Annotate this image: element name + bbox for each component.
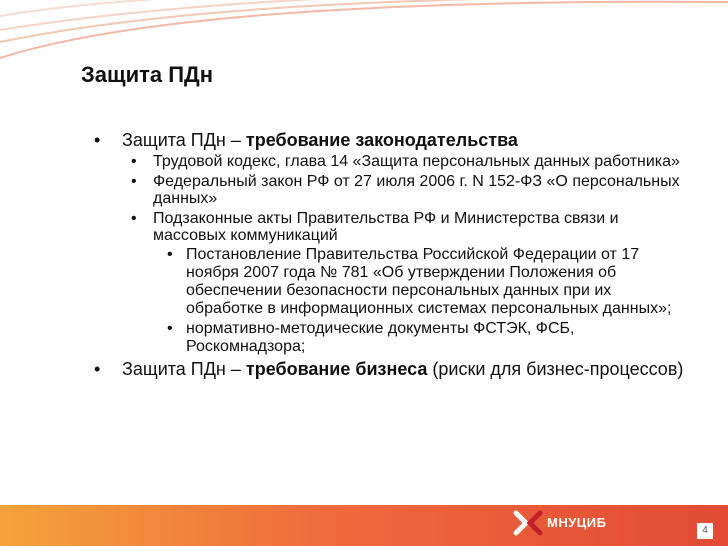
- bullet-marker: •: [94, 130, 101, 150]
- sub-sub-bullet-item: [90, 246, 690, 318]
- bullet-marker: •: [131, 153, 137, 170]
- sub-bullet-text: Федеральный закон РФ от 27 июля 2006 г. N 152-ФЗ «О персональных данных»: [153, 173, 680, 207]
- sub-sub-bullet-text: нормативно-методические документы ФСТЭК, ФСБ, Роскомнадзора;: [186, 320, 575, 355]
- sub-bullet-text: Трудовой кодекс, глава 14 «Защита персональных данных работника»: [153, 153, 680, 170]
- bullet-marker: •: [131, 210, 137, 227]
- sub-bullet-item: [90, 173, 690, 207]
- bullet-marker: •: [131, 173, 137, 190]
- decorative-curves: [0, 0, 728, 60]
- sub-bullet-item: [90, 210, 690, 244]
- bullet-marker: •: [167, 246, 173, 263]
- sub-bullet-item: [90, 153, 690, 170]
- bullet-text: Защита ПДн –: [122, 359, 246, 379]
- bullet-bold-text: требование законодательства: [245, 130, 518, 150]
- logo-x-icon: [512, 507, 544, 539]
- bullet-text: Защита ПДн –: [122, 130, 246, 150]
- footer-gradient: [0, 505, 728, 546]
- slide-body: [90, 131, 690, 379]
- bullet-item: [90, 360, 690, 379]
- sub-bullet-text: Подзаконные акты Правительства РФ и Министерства связи и массовых коммуникаций: [153, 210, 619, 244]
- footer-bar: [0, 505, 728, 546]
- bullet-text-suffix: (риски для бизнес-процессов): [427, 359, 684, 379]
- slide-title: Защита ПДн: [81, 62, 213, 87]
- logo-text: МНУЦИБ: [547, 515, 607, 530]
- page-number: 4: [697, 523, 713, 539]
- sub-sub-bullet-item: [90, 320, 690, 356]
- bullet-marker: •: [94, 359, 101, 379]
- bullet-marker: •: [167, 320, 173, 337]
- sub-sub-bullet-text: Постановление Правительства Российской Федерации от 17 ноября 2007 года № 781 «Об утверждении Положения об обеспечении безопасности персональных данных при их обработке в информационных системах персональных данных»;: [186, 246, 672, 317]
- bullet-item: [90, 131, 690, 150]
- bullet-bold-text: требование бизнеса: [245, 359, 428, 379]
